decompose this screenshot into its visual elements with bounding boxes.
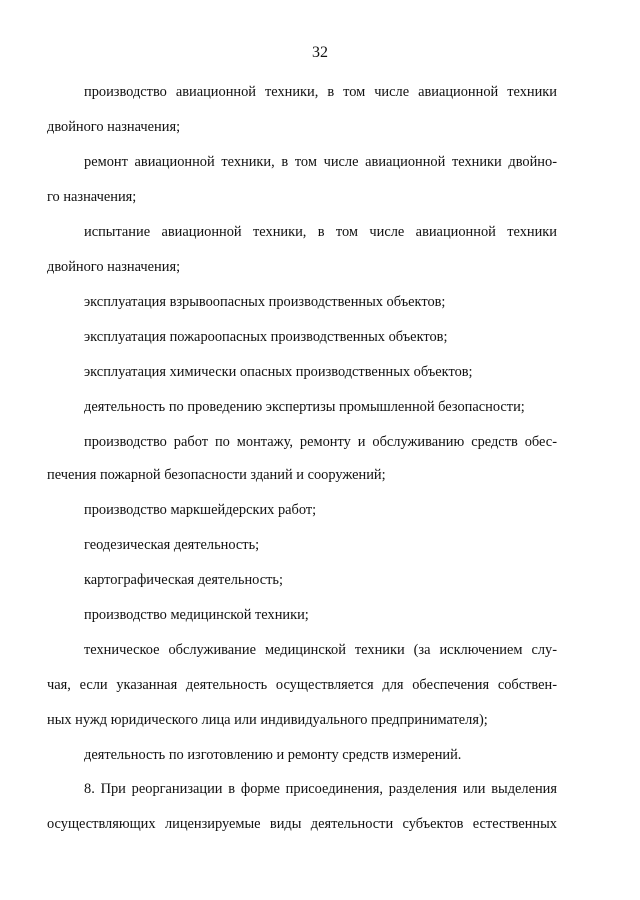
text-line: печения пожарной безопасности зданий и сооружений; <box>47 467 386 483</box>
text-line: осуществляющих лицензируемые виды деятельности субъектов естественных <box>47 816 557 832</box>
text-line: эксплуатация пожароопасных производственных объектов; <box>84 329 448 345</box>
text-line: го назначения; <box>47 189 137 205</box>
text-line: чая, если указанная деятельность осуществляется для обеспечения собствен- <box>47 677 557 693</box>
text-line: испытание авиационной техники, в том числе авиационной техники <box>84 224 557 240</box>
text-line: 8. При реорганизации в форме присоединения, разделения или выделения <box>84 781 557 797</box>
text-line: производство медицинской техники; <box>84 607 309 623</box>
text-line: деятельность по изготовлению и ремонту средств измерений. <box>84 747 462 763</box>
text-line: производство авиационной техники, в том числе авиационной техники <box>84 84 557 100</box>
text-line: эксплуатация взрывоопасных производственных объектов; <box>84 294 446 310</box>
text-line: эксплуатация химически опасных производственных объектов; <box>84 364 473 380</box>
text-line: техническое обслуживание медицинской техники (за исключением слу- <box>84 642 557 658</box>
text-line: картографическая деятельность; <box>84 572 283 588</box>
text-line: геодезическая деятельность; <box>84 537 260 553</box>
text-line: двойного назначения; <box>47 259 181 275</box>
text-line: ремонт авиационной техники, в том числе авиационной техники двойно- <box>84 154 557 170</box>
text-line: деятельность по проведению экспертизы промышленной безопасности; <box>84 399 525 415</box>
page-number: 32 <box>312 44 328 61</box>
text-line: производство маркшейдерских работ; <box>84 502 317 518</box>
text-line: двойного назначения; <box>47 119 181 135</box>
text-line: производство работ по монтажу, ремонту и обслуживанию средств обес- <box>84 434 557 450</box>
text-line: ных нужд юридического лица или индивидуального предпринимателя); <box>47 712 488 728</box>
